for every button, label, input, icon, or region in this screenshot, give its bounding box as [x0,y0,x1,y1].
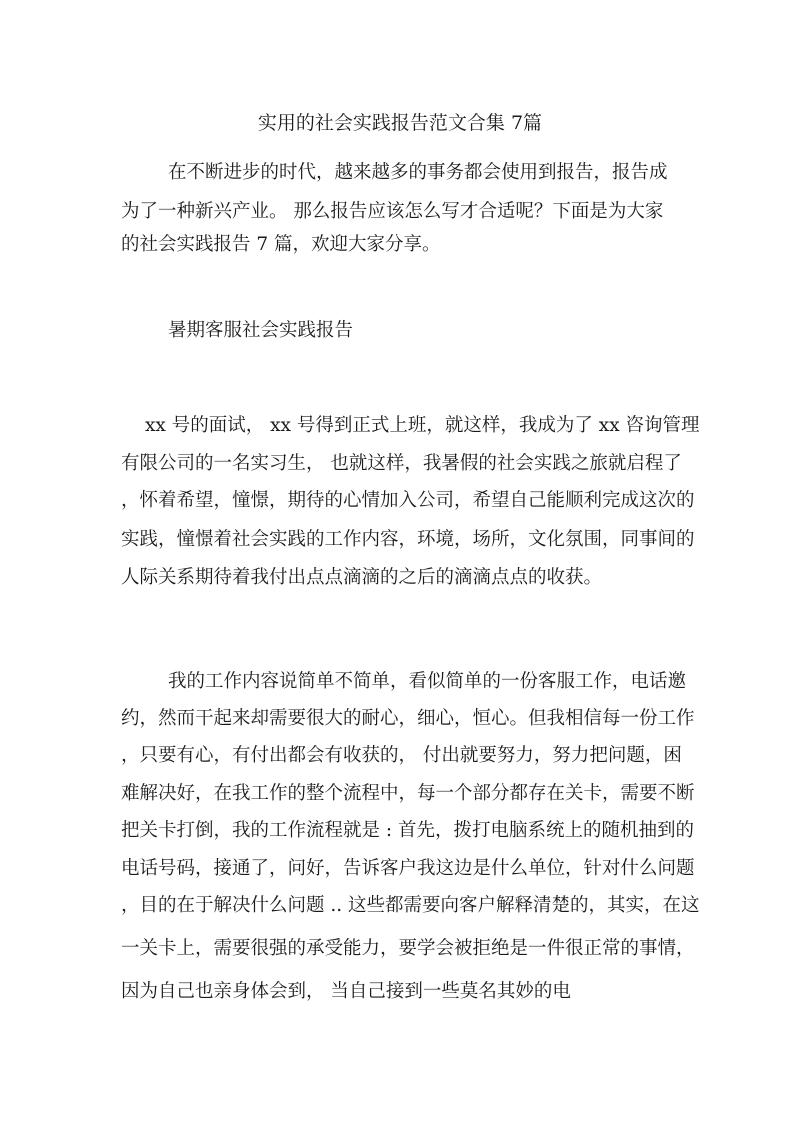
document-title: 实用的社会实践报告范文合集 7篇 [257,112,543,134]
paragraph-line: ，只要有心，有付出都会有收获的， 付出就要努力，努力把问题，困 [121,745,682,766]
section-heading: 暑期客服社会实践报告 [168,320,354,341]
paragraph-line: xx 号的面试， xx 号得到正式上班，就这样，我成为了 xx 咨询管理 [145,415,700,436]
paragraph-line: 一关卡上，需要很强的承受能力，要学会被拒绝是一件很正常的事情， [121,938,695,959]
paragraph-line: 有限公司的一名实习生， 也就这样，我暑假的社会实践之旅就启程了 [121,453,682,474]
paragraph-line: ，怀着希望，憧憬，期待的心情加入公司，希望自己能顺利完成这次的 [121,490,695,511]
paragraph-line: 约，然而干起来却需要很大的耐心，细心，恒心。但我相信每一份工作 [121,708,695,729]
paragraph-line: 人际关系期待着我付出点点滴滴的之后的滴滴点点的收获。 [121,567,603,588]
intro-line: 的社会实践报告 7 篇，欢迎大家分享。 [121,234,441,255]
paragraph-line: ，目的在于解决什么问题 .. 这些都需要向客户解释清楚的，其实，在这 [121,895,700,916]
paragraph-line: 因为自己也亲身体会到， 当自己接到一些莫名其妙的电 [121,981,571,1002]
paragraph-line: 难解决好，在我工作的整个流程中，每一个部分都存在关卡，需要不断 [121,783,695,804]
paragraph-line: 我的工作内容说简单不简单，看似简单的一份客服工作，电话邀 [168,671,687,692]
intro-line: 为了一种新兴产业。 那么报告应该怎么写才合适呢？下面是为大家 [121,201,664,222]
paragraph-line: 把关卡打倒，我的工作流程就是 : 首先，拨打电脑系统上的随机抽到的 [121,820,694,841]
paragraph-line: 电话号码，接通了，问好，告诉客户我这边是什么单位，针对什么问题 [121,858,695,879]
paragraph-line: 实践，憧憬着社会实践的工作内容，环境，场所，文化氛围，同事间的 [121,529,695,550]
intro-line: 在不断进步的时代，越来越多的事务都会使用到报告，报告成 [168,162,668,183]
